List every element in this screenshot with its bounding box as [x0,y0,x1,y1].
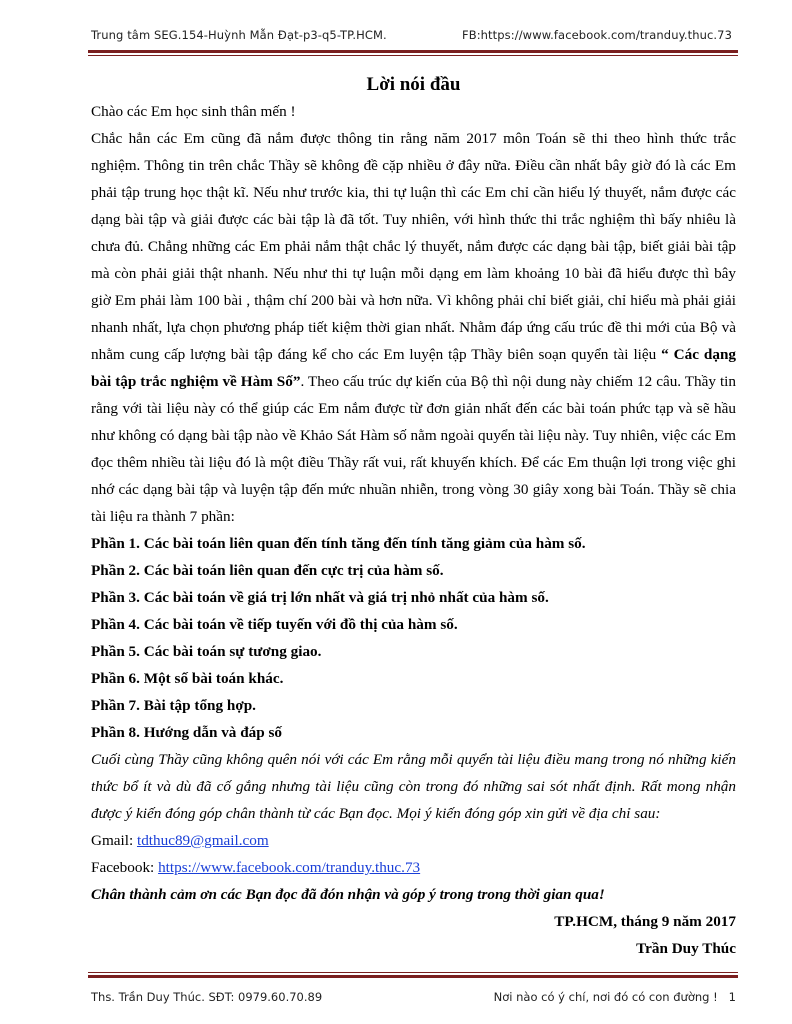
thanks-line: Chân thành cảm ơn các Bạn đọc đã đón nhận và góp ý trong trong thời gian qua! [91,886,605,903]
closing-paragraph: Cuối cùng Thầy cũng không quên nói với các Em rằng mỗi quyển tài liệu điều mang trong nó những kiến thức bổ ít và dù đã cố gắng nhưng tài liệu cũng còn trong đó những sai sót nhất định. Rất mong nhận được ý kiến đóng góp chân thành từ các Bạn đọc. Mọi ý kiến đóng góp xin gửi về địa chỉ sau: [91,751,736,822]
part-item-5: Phần 5. Các bài toán sự tương giao. [91,643,322,660]
gmail-line [91,827,736,854]
part-item-1: Phần 1. Các bài toán liên quan đến tính tăng đến tính tăng giảm của hàm số. [91,535,586,552]
footer-right-text: Nơi nào có ý chí, nơi đó có con đường ! 1 [493,990,736,1004]
book-title: “ Các dạng bài tập trắc nghiệm về Hàm Số” [91,346,736,390]
page-title: Lời nói đầu [366,74,461,95]
intro-text-1: Chắc hẳn các Em cũng đã nắm được thông tin rằng năm 2017 môn Toán sẽ thi theo hình thức trắc nghiệm. Thông tin trên chắc Thầy sẽ không đề cặp nhiều ở đây nữa. Điều cần nhất bây giờ đó là các Em phải tập trung học thật kĩ. Nếu như trước kia, thi tự luận thì các Em chỉ cần hiểu lý thuyết, nắm được các dạng bài tập và giải được các bài tập là đã tốt. Tuy nhiên, với hình thức thi trắc nghiệm thì bấy nhiêu là chưa đủ. Chẳng những các Em phải nắm thật chắc lý thuyết, nắm được các dạng bài tập, biết giải bài tập mà còn phải giải thật nhanh. Nếu như thi tự luận mỗi dạng em làm khoảng 10 bài đã hiểu được thì bây giờ Em phải làm 100 bài , thậm chí 200 bài và hơn nữa. Vì không phải chỉ biết giải, chỉ hiểu mà phải giải nhanh nhất, lựa chọn phương pháp tiết kiệm thời gian nhất. Nhằm đáp ứng cấu trúc đề thi mới của Bộ và nhằm cung cấp lượng bài tập đáng kể cho các Em luyện tập Thầy biên soạn quyển tài liệu [91,130,736,363]
page-footer [91,990,736,1004]
part-item-2: Phần 2. Các bài toán liên quan đến cực trị của hàm số. [91,562,444,579]
gmail-label: Gmail: [91,832,137,849]
intro-text-2: . Theo cấu trúc dự kiến của Bộ thì nội dung này chiếm 12 câu. Thầy tin rằng với tài liệu này có thể giúp các Em nắm được từ đơn giản nhất đến các bài toán phức tạp và sẽ hầu như không có dạng bài tập nào về Khảo Sát Hàm số nằm ngoài quyển tài liệu này. Tuy nhiên, việc các Em đọc thêm nhiều tài liệu đó là một điều Thầy rất vui, rất khuyến khích. Để các Em thuận lợi trong việc ghi nhớ các dạng bài tập và luyện tập đến mức nhuần nhiễn, trong vòng 30 giây xong bài Toán. Thầy sẽ chia tài liệu ra thành 7 phần: [91,373,736,525]
facebook-label: Facebook: [91,859,159,876]
header-rule [88,50,738,56]
part-item-8: Phần 8. Hướng dẫn và đáp số [91,724,282,741]
greeting: Chào các Em học sinh thân mến ! [91,103,296,120]
author-name: Trần Duy Thúc [636,940,736,957]
gmail-link[interactable]: tdthuc89@gmail.com [136,832,269,849]
part-item-4: Phần 4. Các bài toán về tiếp tuyến với đồ thị của hàm số. [91,616,458,633]
facebook-line [91,854,736,881]
part-item-3: Phần 3. Các bài toán về giá trị lớn nhất và giá trị nhỏ nhất của hàm số. [91,589,549,606]
intro-paragraph [91,125,736,530]
document-body [91,72,736,962]
header-right-text: FB:https://www.facebook.com/tranduy.thuc.73 [461,28,732,42]
footer-rule [88,972,738,978]
part-item-6: Phần 6. Một số bài toán khác. [91,670,284,687]
header-left-text: Trung tâm SEG.154-Huỳnh Mẫn Đạt-p3-q5-TP.HCM. [91,28,387,42]
place-date: TP.HCM, tháng 9 năm 2017 [554,913,736,930]
page-header [91,28,732,42]
footer-left-text: Ths. Trần Duy Thúc. SĐT: 0979.60.70.89 [91,990,323,1004]
facebook-link[interactable]: https://www.facebook.com/tranduy.thuc.73 [158,859,421,876]
part-item-7: Phần 7. Bài tập tổng hợp. [91,697,256,714]
